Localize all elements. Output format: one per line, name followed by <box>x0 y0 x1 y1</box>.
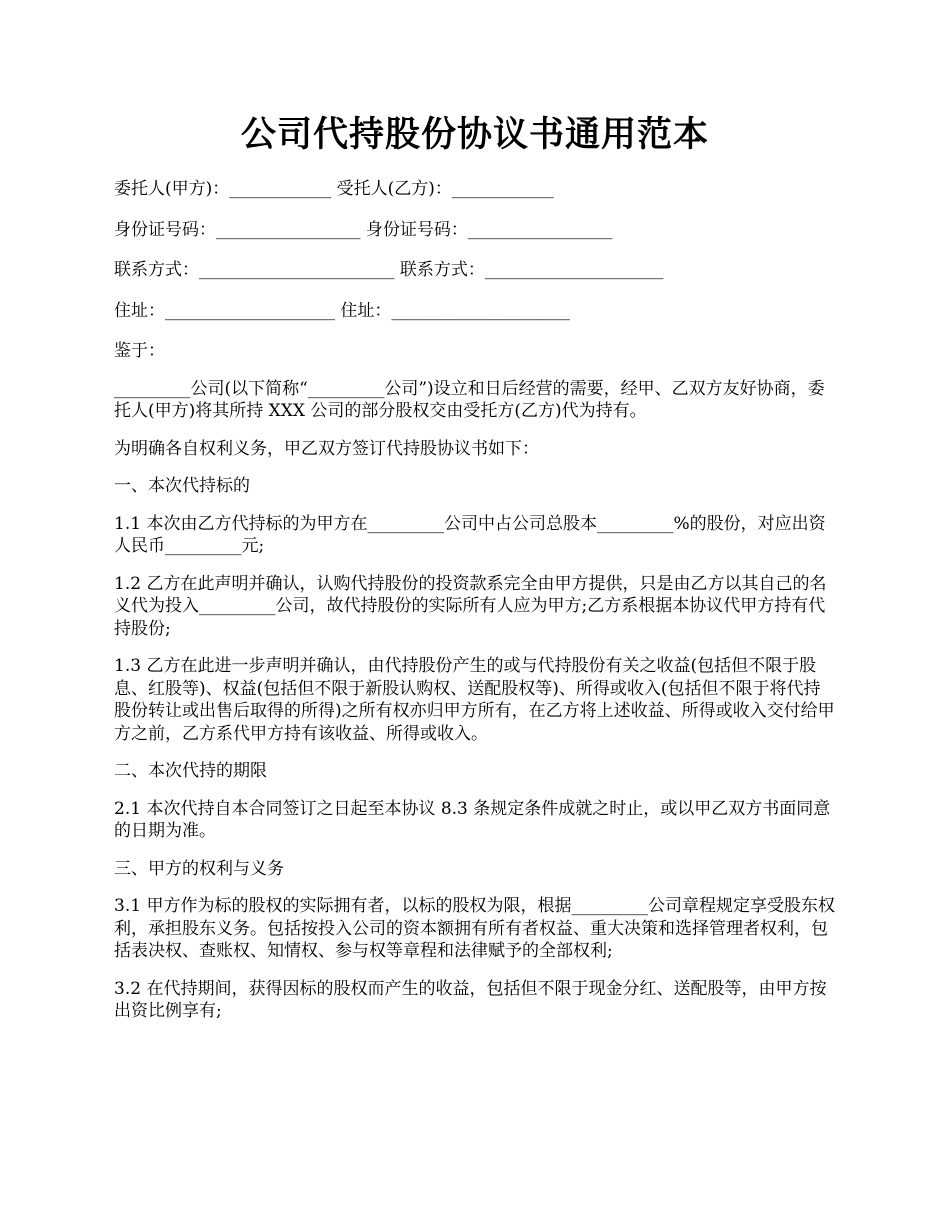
section-heading-1: 一、本次代持标的 <box>114 476 250 496</box>
section-heading-3: 三、甲方的权利与义务 <box>114 858 284 879</box>
party-line-address: 住址：____________________ 住址：_____________________ <box>114 300 570 321</box>
party-line-principal-trustee: 委托人(甲方)：____________ 受托人(乙方)：____________ <box>114 179 554 199</box>
section-heading-2: 二、本次代持的期限 <box>114 761 267 781</box>
document-title: 公司代持股份协议书通用范本 <box>240 114 709 155</box>
clause-1-1: 1.1 本次由乙方代持标的为甲方在_________公司中占公司总股本_________%的股份，对应出资人民币_________元; <box>114 513 826 556</box>
clause-3-1: 3.1 甲方作为标的股权的实际拥有者，以标的股权为限，根据_________公司章程规定享受股东权利，承担股东义务。包括按投入公司的资本额拥有所有者权益、重大决策和选择管理者权利，包括表决权、查账权、知情权、参与权等章程和法律赋予的全部权利; <box>114 896 835 961</box>
clause-1-2: 1.2 乙方在此声明并确认，认购代持股份的投资款系完全由甲方提供，只是由乙方以其自己的名义代为投入_________公司，故代持股份的实际所有人应为甲方;乙方系根据本协议代甲方持有代持股份; <box>114 573 827 639</box>
clause-2-1: 2.1 本次代持自本合同签订之日起至本协议 8.3 条规定条件成就之时止，或以甲乙双方书面同意的日期为准。 <box>114 798 831 841</box>
paragraph-background: _________公司(以下简称“_________公司”)设立和日后经营的需要，经甲、乙双方友好协商，委托人(甲方)将其所持 XXX 公司的部分股权交由受托方(乙方)代为持有。 <box>114 378 825 421</box>
paragraph-whereas: 鉴于： <box>114 341 165 361</box>
clause-3-2: 3.2 在代持期间，获得因标的股权而产生的收益，包括但不限于现金分红、送配股等，由甲方按出资比例享有; <box>114 978 827 1021</box>
party-line-id-number: 身份证号码：_________________ 身份证号码：_________________ <box>114 219 613 240</box>
document-body <box>114 178 836 1038</box>
paragraph-purpose: 为明确各自权利义务，甲乙双方签订代持股协议书如下： <box>114 438 539 459</box>
clause-1-3: 1.3 乙方在此进一步声明并确认，由代持股份产生的或与代持股份有关之收益(包括但不限于股息、红股等)、权益(包括但不限于新股认购权、送配股权等)、所得或收入(包括但不限于将代持股份转让或出售后取得的所得)之所有权亦归甲方所有，在乙方将上述收益、所得或收入交付给甲方之前，乙方系代甲方持有该收益、所得或收入。 <box>114 656 835 744</box>
party-line-contact: 联系方式：_______________________ 联系方式：_____________________ <box>114 260 664 280</box>
